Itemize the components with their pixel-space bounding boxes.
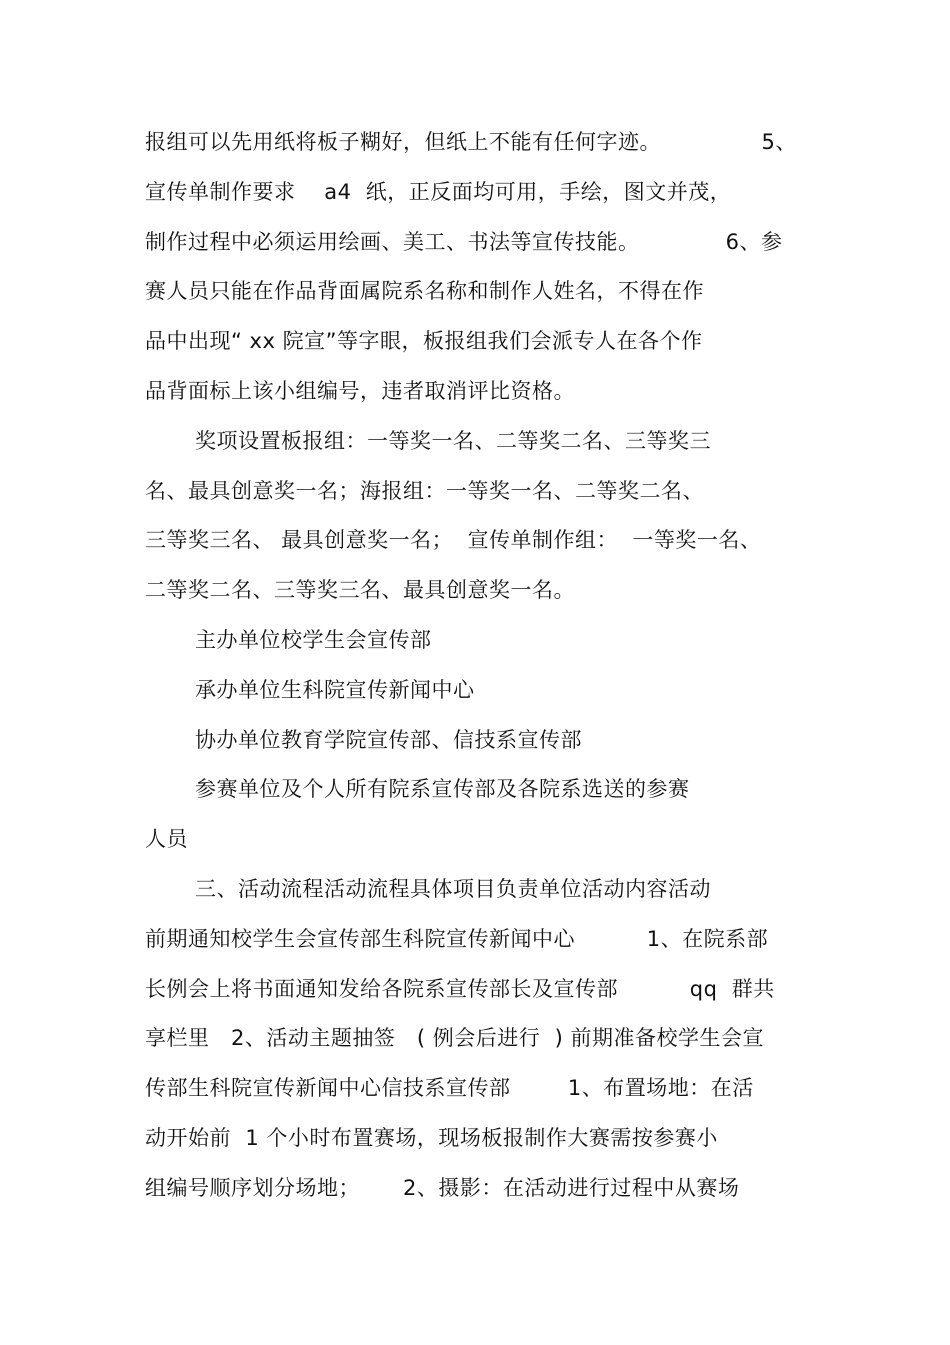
text-line: 动开始前 1 个小时布置赛场，现场板报制作大赛需按参赛小 — [145, 1126, 718, 1150]
co-organizer-line: 协办单位教育学院宣传部、信技系宣传部 — [195, 728, 582, 752]
organizer-line: 主办单位校学生会宣传部 — [195, 628, 432, 652]
participants-line: 参赛单位及个人所有院系宣传部及各院系选送的参赛 — [195, 777, 690, 801]
paragraph-first-line: 奖项设置板报组：一等奖一名、二等奖二名、三等奖三 — [195, 429, 711, 453]
text-line: 品中出现“ xx 院宣”等字眼，板报组我们会派专人在各个作 — [145, 329, 703, 353]
text-line: 品背面标上该小组编号，违者取消评比资格。 — [145, 379, 575, 403]
text-line: 享栏里 2、活动主题抽签 ( 例会后进行 ) 前期准备校学生会宣 — [145, 1026, 764, 1050]
text-line: 前期通知校学生会宣传部生科院宣传新闻中心 1、在院系部 — [145, 927, 769, 951]
section-heading: 三、活动流程活动流程具体项目负责单位活动内容活动 — [195, 877, 711, 901]
text-line: 赛人员只能在作品背面属院系名称和制作人姓名，不得在作 — [145, 279, 704, 303]
text-line: 长例会上将书面通知发给各院系宣传部长及宣传部 qq 群共 — [145, 977, 775, 1001]
text-line: 三等奖三名、 最具创意奖一名； 宣传单制作组： 一等奖一名、 — [145, 528, 762, 552]
text-line: 二等奖二名、三等奖三名、最具创意奖一名。 — [145, 578, 575, 602]
text-line: 人员 — [145, 827, 188, 851]
text-line: 组编号顺序划分场地； 2、摄影：在活动进行过程中从赛场 — [145, 1176, 740, 1200]
text-line: 报组可以先用纸将板子糊好，但纸上不能有任何字迹。 5、 — [145, 130, 797, 154]
text-line: 名、最具创意奖一名；海报组：一等奖一名、二等奖二名、 — [145, 479, 704, 503]
text-line: 传部生科院宣传新闻中心信技系宣传部 1、布置场地：在活 — [145, 1076, 754, 1100]
text-line: 制作过程中必须运用绘画、美工、书法等宣传技能。 6、参 — [145, 230, 783, 254]
host-unit-line: 承办单位生科院宣传新闻中心 — [195, 678, 475, 702]
text-line: 宣传单制作要求 a4 纸，正反面均可用，手绘，图文并茂， — [145, 180, 732, 204]
